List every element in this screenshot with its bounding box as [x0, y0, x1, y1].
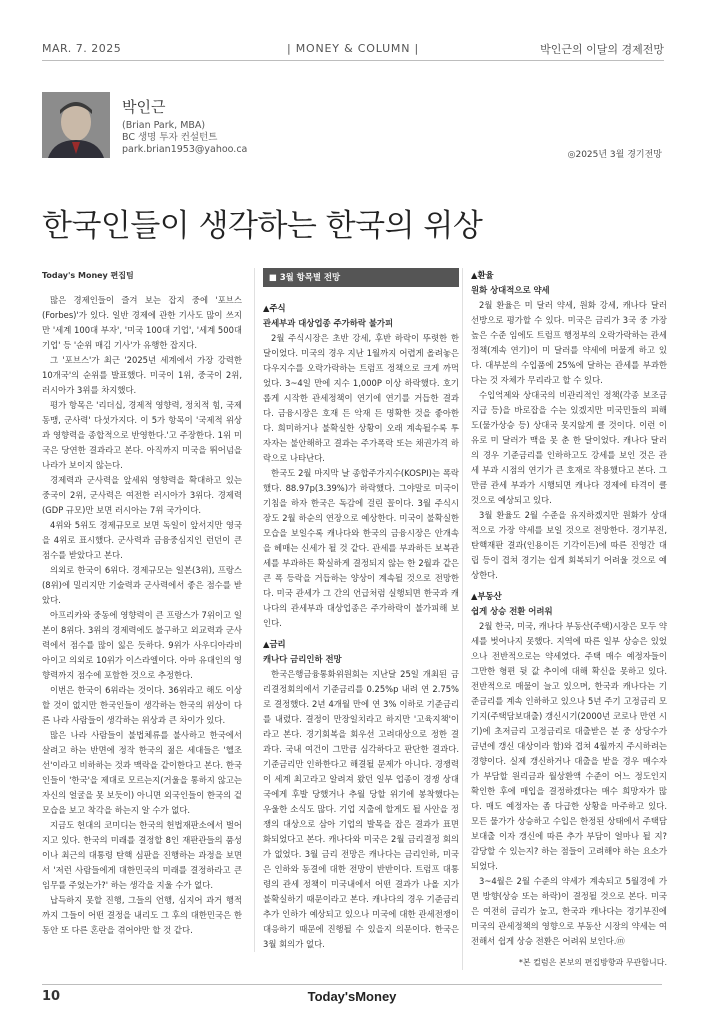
paragraph: 2월 한국, 미국, 캐나다 부동산(주택)시장은 모두 약세를 벗어나지 못했다. 지역에 따른 일부 상승은 있었으나 전반적으로는 약세였다. 주택 매수 예정자들이 그만한 형편 뒷 값 추이에 대해 확신을 못하고 있다. 전반적으로 매물이 늘고 있으며, 한국과 캐나다는 기준금리를 계속 인하하고 있으나 5년 주기 고정금리 모기지(주택담보대출) 갱신시기(2000년 코로나 만연 시기)에 초저금리 고정금리로 대출받은 분 중 상당수가 금년에 갱신 대상이라 함)와 겹쳐 4월까지 주시하려는 경향이다. 실제 갱신하거나 대출을 받을 경우 매수자가 부담할 원리금과 월상환액 수준이 어느 정도인지 확인한 후에 매입을 결정하겠다는 매수 희망자가 많다. 매도 예정자는 좀 다급한 상황을 마주하고 있다. 모든 물가가 상승하고 수입은 한정된 상태에서 주택담보대출 이자 갱신에 따른 추가 부담이 얼마나 될 지? 감당할 수 있는지? 하는 점들이 고려해야 하는 요소가 되었다.: [471, 621, 667, 871]
paragraph: 한국은행금융통화위원회는 지난달 25일 개최된 금리결정회의에서 기준금리를 0.25%p 내려 연 2.75%로 결정했다. 2년 4개월 만에 연 3% 이하로 기준금리를 내렸다. 결정이 만장일치라고 하지만 '고육지책'이라고 본다. 경기회복을 회우선 고려대상으로 정한 결과다. 국내 여건이 그만큼 심각하다고 판단한 결과다. 기준금리만 인하한다고 해결될 문제가 아니다. 경쟁력이 세계 최고라고 알려져 왔던 일부 업종이 경쟁 상대국에게 후발 당했거나 추월 당할 위기에 봉착했다는 우울한 소식도 많다. 기업 지출에 할게도 될 사안을 정쟁의 대상으로 삼아 기업의 발목을 잡은 결과가 표면화되었다고 본다. 캐나다와 미국은 2월 금리결정 회의가 없었다. 3월 금리 전망은 캐나다는 금리인하, 미국은 인하와 동결에 대한 전망이 반반이다. 트럼프 대통령의 관세 정책이 미국내에서 어떤 결과가 나올 지가 불확실하기 때문이라고 본다. 캐나다의 경우 기준금리 추가 인하가 예상되고 있으나 미국에 대한 관세전쟁이 대응하기 때문에 진행될 수 있을지 의문이다. 한국은 3월 회의가 없다.: [263, 669, 459, 949]
outlook-box-heading: ■ 3월 항목별 전망: [263, 268, 459, 287]
paragraph: 아프리카와 중동에 영향력이 큰 프랑스가 7위이고 일본이 8위다. 3위의 경제력에도 불구하고 외교력과 군사력에서 점수를 많이 잃은 듯하다. 9위가 사우디아라비아이고 의외로 10위가 이스라엘이다. 아마 유대인의 영향력까지 점수에 포함한 것으로 추정한다.: [42, 610, 242, 680]
paragraph: 이번은 한국이 6위라는 것이다. 36위라고 해도 이상할 것이 없지만 한국인들이 생각하는 한국의 위상이 다른 나라 사람들이 생각하는 위상과 큰 차이가 있다.: [42, 685, 242, 725]
column-1: [42, 268, 242, 938]
column-3: [462, 268, 667, 970]
byline: Today's Money 편집팀: [42, 271, 134, 280]
author-english-name: (Brian Park, MBA): [122, 120, 206, 131]
fx-heading: ▲환율: [471, 270, 494, 280]
paragraph: 2월 환율은 미 달러 약세, 원화 강세, 캐나다 달러 선방으로 평가할 수 있다. 미국은 금리가 3국 중 가장 높은 수준 임에도 트럼프 행정부의 오락가락하는 관세 정책(계속 연기)이 미 달러를 약세에 머물게 하고 있다. 대부분의 수입품에 25%에 달하는 관세를 부과한다는 것 자체가 무리라고 할 수 있다.: [471, 300, 667, 385]
author-block: [42, 92, 662, 162]
fx-subheading: 원화 상대적으로 약세: [471, 285, 550, 295]
page-header: [42, 38, 664, 61]
paragraph: 경제력과 군사력을 앞세워 영향력을 확대하고 있는 중국이 2위, 군사력은 여전한 러시아가 3위다. 경제력(GDP 규모)만 보면 러시아는 7위 국가이다.: [42, 475, 242, 515]
author-photo: [42, 92, 110, 158]
article-title: 한국인들이 생각하는 한국의 위상: [42, 208, 483, 244]
issue-date: MAR. 7. 2025: [42, 42, 122, 55]
paragraph: 많은 나라 사람들이 불법체류를 불사하고 한국에서 살려고 하는 반면에 정작 한국의 젊은 세대들은 '헬조선'이라고 비하하는 것과 맥락을 같이한다고 본다. 한국인들이 '한국'을 제대로 모르는지(거울을 통하지 않고는 자신의 얼굴을 못 보듯이) 아니면 외국인들이 한국의 겉모습을 보고 착각을 하는지 알 수가 없다.: [42, 730, 242, 815]
section-label: | MONEY & COLUMN |: [286, 42, 420, 55]
realestate-subheading: 쉽게 상승 전환 어려워: [471, 606, 553, 616]
author-email: park.brian1953@yahoo.ca: [122, 144, 248, 155]
article-body: [42, 268, 667, 968]
realestate-heading: ▲부동산: [471, 591, 502, 601]
page-number: 10: [42, 989, 61, 1004]
paragraph: 납득하지 못할 진행, 그들의 언행, 심지어 과거 행적까지 그들이 어떤 결정을 내리도 그 후의 대한민국은 한 동안 또 다른 혼란을 겪어야만 할 것 같다.: [42, 895, 242, 935]
series-title: 박인근의 이달의 경제전망: [540, 43, 664, 56]
author-role: BC 생명 투자 컨설턴트: [122, 132, 218, 143]
disclaimer-note: *본 컬럼은 본보의 편집방향과 무관합니다.: [518, 958, 667, 967]
author-name: 박인근: [122, 98, 166, 116]
publication-logo: Today'sMoney: [307, 989, 397, 1004]
stock-subheading: 관세부과 대상업종 주가하락 불가피: [263, 318, 394, 328]
rate-heading: ▲금리: [263, 639, 286, 649]
paragraph: 3~4월은 2월 수준의 약세가 계속되고 5월경에 가면 방향(상승 또는 하락)이 결정될 것으로 본다. 미국은 여전히 금리가 높고, 한국과 캐나다는 경기부진에 미국의 관세정책의 영향으로 부동산 시장의 약세는 여전해서 쉽게 상승 전환은 어려워 보인다.ⓜ: [471, 876, 667, 946]
stock-heading: ▲주식: [263, 303, 286, 313]
paragraph: 2월 주식시장은 초반 강세, 후반 하락이 뚜렷한 한 달이었다. 미국의 경우 지난 1월까지 어렵게 올려놓은 다우지수를 오락가락하는 트럼프 정책으로 크게 까먹었다. 3~4일 만에 지수 1,000P 이상 하락했다. 호기롭게 시작한 관세정책이 연기에 연기를 거듭한 결과다. 금융시장은 호재 든 악재 든 명확한 것을 좋아한다. 희미하거나 불확실한 상황이 오래 계속될수록 투자자는 불안해하고 결과는 주가폭락 또는 채권가격 하락으로 나타난다.: [263, 333, 459, 463]
paragraph: 그 '포브스'가 최근 '2025년 세계에서 가장 강력한 10개국'의 순위를 발표했다. 미국이 1위, 중국이 2위, 러시아가 3위를 차지했다.: [42, 355, 242, 395]
paragraph: 한국도 2월 마지막 날 종합주가지수(KOSPI)는 폭락했다. 88.97p(3.39%)가 하락했다. 그야말로 미국이 기침을 하자 한국은 독감에 걸린 꼴이다. 3월 주식시장도 2월 하순의 연장으로 예상한다. 미국이 불확실한 모습을 보일수록 캐나다와 한국의 금융시장은 안개속을 헤매는 신세가 될 것 같다. 관세를 부과하든 보복관세를 부과하든 확실하게 결정되지 않는 한 2월과 같은 큰 폭 등락을 거듭하는 양상이 계속될 것으로 전망한다. 미국 관세가 그 간의 언급처럼 실행되면 한국과 캐나다의 관세부과 대상업종은 주가하락이 불가피해 보인다.: [263, 468, 459, 628]
page-footer: [42, 984, 662, 1007]
paragraph: 3월 환율도 2월 수준을 유지하겠지만 원화가 상대적으로 가장 약세를 보일 것으로 전망한다. 경기부진, 탄핵재판 결과(인용이든 기각이든)에 따른 진영간 대립 등이 겹쳐 경기는 쉽게 회복되기 어려울 것으로 예상한다.: [471, 510, 667, 580]
rate-subheading: 캐나다 금리인하 전망: [263, 654, 342, 664]
forecast-tag: ◎2025년 3월 경기전망: [567, 150, 662, 160]
paragraph: 4위와 5위도 경제규모로 보면 독일이 앞서지만 영국을 4위로 표시했다. 군사력과 금융중심지인 런던이 큰 점수를 받았다고 본다.: [42, 520, 242, 560]
paragraph: 의외로 한국이 6위다. 경제규모는 일본(3위), 프랑스(8위)에 밀리지만 기술력과 군사력에서 좋은 점수를 받았다.: [42, 565, 242, 605]
column-2: [254, 268, 459, 952]
paragraph: 지금도 헌대의 코미디는 한국의 헌법재판소에서 벌어지고 있다. 한국의 미래를 결정할 8인 재판관들의 품성이나 최근의 대통령 탄핵 심판을 진행하는 과정을 보면서 '저런 사람들에게 대한민국의 미래를 결정하라고 큰 임무를 주었는가?' 하는 생각을 지울 수가 없다.: [42, 820, 242, 890]
paragraph: 많은 경제인들이 즐겨 보는 잡지 중에 '포브스(Forbes)'가 있다. 일반 경제에 관한 기사도 많이 쓰지만 '세계 100대 부자', '미국 100대 기업', '세계 500대 기업' 등 '순위 매김 기사'가 유행한 잡지다.: [42, 295, 242, 350]
paragraph: 수입억제와 상대국의 비관리적인 정책(각종 보조금 지급 등)을 바로잡을 수는 있겠지만 미국민들의 피해도(물가상승 등) 상대국 못지않게 클 것이다. 이런 이유로 미 달러가 맥을 못 춘 한 달이었다. 캐나다 달러의 경우 기준금리를 인하하고도 강세를 보인 것은 관세 부과 시점의 연기가 큰 호재로 작용했다고 본다. 그 만큼 관세 부과가 시행되면 캐나다 경제에 타격이 클 것으로 예상되고 있다.: [471, 390, 667, 505]
paragraph: 평가 항목은 '리더십, 경제적 영향력, 정치적 힘, 국제 동맹, 군사력' 다섯가지다. 이 5가 항목이 '국제적 위상과 영향력을 종합적으로 반영한다.'고 주장한다. 1위 미국은 당연한 결과라고 본다. 아직까지 미국을 뛰어넘을 나라가 보이지 않는다.: [42, 400, 242, 470]
author-info: [122, 98, 247, 156]
